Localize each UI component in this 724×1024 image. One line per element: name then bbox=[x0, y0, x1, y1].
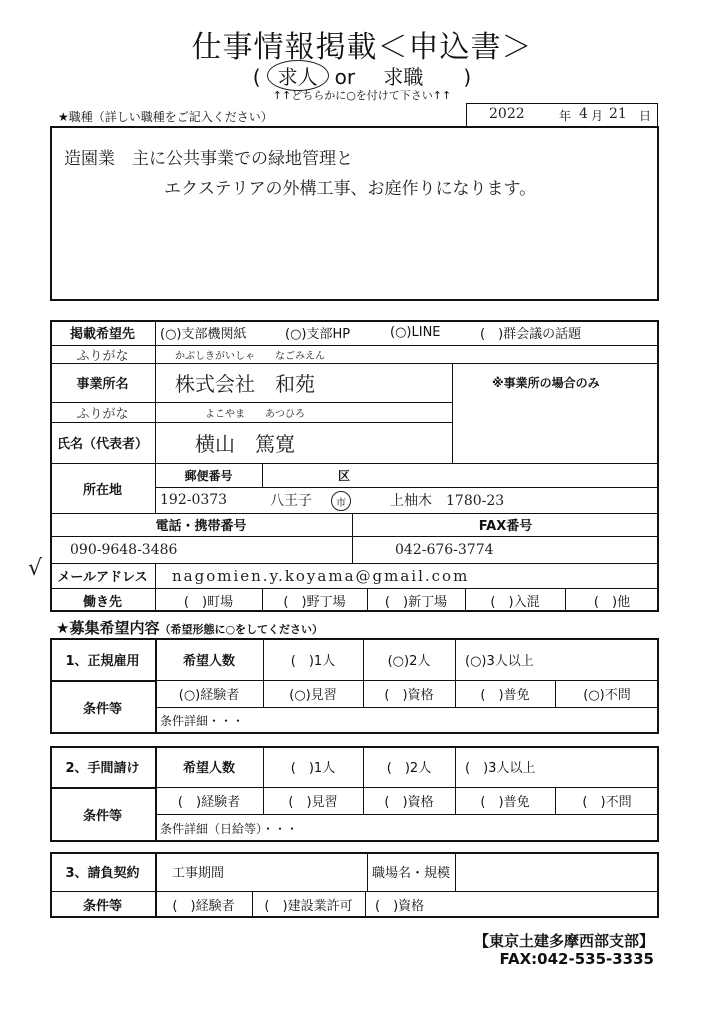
section2-count-label: 希望人数 bbox=[182, 761, 235, 776]
section2-detail[interactable]: 条件詳細（日給等）・・・ bbox=[160, 821, 299, 836]
section3-site-label[interactable]: 職場名・規模 bbox=[371, 866, 450, 881]
listing-option-newsletter[interactable]: (○)支部機関紙 bbox=[160, 327, 247, 342]
business-label: 事業所名 bbox=[76, 377, 129, 392]
rep-furigana[interactable]: よこやま あつひろ bbox=[205, 408, 305, 420]
fax-label: FAX番号 bbox=[478, 519, 533, 534]
section2-count-2[interactable]: ( )2人 bbox=[386, 761, 432, 776]
section1-cond-apprentice[interactable]: (○)見習 bbox=[289, 688, 337, 703]
occupation-box[interactable] bbox=[50, 126, 659, 301]
option-jobseek[interactable]: 求職 bbox=[383, 65, 424, 89]
rep-name-field[interactable]: 横山 篤寛 bbox=[195, 432, 295, 456]
occupation-line1: 造園業 主に公共事業での緑地管理と bbox=[64, 149, 353, 169]
furigana-label-business: ふりがな bbox=[76, 348, 129, 364]
street-field[interactable]: 上柚木 1780-23 bbox=[390, 493, 505, 509]
section3-cond-experienced[interactable]: ( )経験者 bbox=[172, 899, 235, 914]
section3-cond-license[interactable]: ( )資格 bbox=[375, 899, 425, 914]
date-year[interactable]: 2022 bbox=[489, 106, 525, 122]
section2-cond-driver[interactable]: ( )普免 bbox=[480, 795, 530, 810]
phone-field[interactable]: 090-9648-3486 bbox=[70, 541, 178, 558]
email-check-mark: √ bbox=[28, 556, 43, 581]
section1-detail[interactable]: 条件詳細・・・ bbox=[160, 714, 245, 728]
form-title: 仕事情報掲載＜申込書＞ bbox=[191, 30, 533, 65]
rep-label: 氏名（代表者） bbox=[56, 437, 148, 452]
section1-label: 1、正規雇用 bbox=[65, 653, 140, 669]
address-label: 所在地 bbox=[82, 482, 122, 498]
section3-cond-label: 条件等 bbox=[82, 899, 122, 914]
fax-field[interactable]: 042-676-3774 bbox=[395, 541, 494, 558]
city-field[interactable]: 八王子 bbox=[270, 493, 312, 509]
date-day[interactable]: 21 bbox=[609, 106, 627, 122]
postal-label: 郵便番号 bbox=[184, 468, 233, 483]
listing-option-line[interactable]: (○)LINE bbox=[390, 325, 441, 340]
workplace-option-nochoba[interactable]: ( )野丁場 bbox=[283, 594, 346, 610]
section2-cond-apprentice[interactable]: ( )見習 bbox=[288, 795, 338, 810]
section1-count-label: 希望人数 bbox=[182, 653, 235, 669]
postal-field[interactable]: 192-0373 bbox=[160, 492, 228, 508]
day-label: 日 bbox=[639, 109, 652, 123]
listing-option-hp[interactable]: (○)支部HP bbox=[285, 327, 351, 342]
workplace-option-shinchoba[interactable]: ( )新丁場 bbox=[384, 594, 448, 610]
footer-fax: FAX:042-535-3335 bbox=[499, 950, 654, 968]
date-month[interactable]: 4 bbox=[579, 106, 588, 122]
or-word: or bbox=[334, 65, 356, 89]
section1-cond-label: 条件等 bbox=[82, 701, 122, 717]
business-name-field[interactable]: 株式会社 和苑 bbox=[175, 372, 315, 396]
phone-label: 電話・携帯番号 bbox=[155, 519, 247, 534]
section2-label: 2、手間請け bbox=[65, 761, 140, 776]
business-note: ※事業所の場合のみ bbox=[492, 375, 600, 390]
workplace-option-mixed[interactable]: ( )入混 bbox=[490, 594, 540, 610]
section1-count-2[interactable]: (○)2人 bbox=[387, 653, 431, 669]
section2-cond-label: 条件等 bbox=[82, 809, 122, 824]
section1-cond-driver[interactable]: ( )普免 bbox=[480, 688, 530, 703]
workplace-label: 働き先 bbox=[82, 594, 122, 610]
section3-period-label[interactable]: 工事期間 bbox=[172, 866, 225, 881]
section2-cond-any[interactable]: ( )不問 bbox=[582, 795, 632, 810]
workplace-option-other[interactable]: ( )他 bbox=[593, 594, 631, 610]
section3-label: 3、請負契約 bbox=[65, 866, 140, 881]
furigana-label-rep: ふりがな bbox=[76, 406, 129, 422]
section1-cond-any[interactable]: (○)不問 bbox=[583, 688, 631, 703]
email-label: メールアドレス bbox=[57, 570, 148, 585]
section1-count-3plus[interactable]: (○)3人以上 bbox=[465, 653, 534, 669]
ku-label: 区 bbox=[338, 468, 351, 483]
month-label: 月 bbox=[591, 109, 604, 123]
section2-count-1[interactable]: ( )1人 bbox=[290, 761, 336, 776]
section2-cond-license[interactable]: ( )資格 bbox=[384, 795, 434, 810]
section1-cond-license[interactable]: ( )資格 bbox=[384, 688, 434, 703]
section3-cond-permit[interactable]: ( )建設業許可 bbox=[264, 899, 353, 914]
date-box bbox=[466, 103, 658, 127]
workplace-option-town[interactable]: ( )町場 bbox=[183, 594, 234, 610]
section2-cond-experienced[interactable]: ( )経験者 bbox=[177, 795, 241, 810]
city-mark: 市 bbox=[331, 491, 351, 511]
year-label: 年 bbox=[559, 109, 572, 123]
email-field[interactable]: nagomien.y.koyama@gmail.com bbox=[172, 566, 470, 585]
occupation-line2: エクステリアの外構工事、お庭作りになります。 bbox=[164, 179, 537, 199]
section2-count-3plus[interactable]: ( )3人以上 bbox=[465, 761, 536, 776]
recruit-heading: ★募集希望内容（希望形態に○をしてください） bbox=[56, 619, 324, 637]
listing-option-meeting[interactable]: ( )群会議の話題 bbox=[480, 327, 582, 342]
section1-cond-experienced[interactable]: (○)経験者 bbox=[178, 688, 240, 703]
listing-label: 掲載希望先 bbox=[69, 327, 135, 342]
business-furigana[interactable]: かぶしきがいしゃ なごみえん bbox=[175, 350, 325, 362]
section1-count-1[interactable]: ( )1人 bbox=[290, 653, 336, 669]
option-recruit[interactable]: 求人 bbox=[267, 60, 329, 91]
footer-org: 【東京土建多摩西部支部】 bbox=[473, 932, 654, 950]
selection-note: ↑↑どちらかに○を付けて下さい↑↑ bbox=[272, 89, 452, 102]
form-type-selector: ( 求人 or 求職 ) bbox=[0, 60, 724, 91]
occupation-label: ★職種（詳しい職種をご記入ください） bbox=[58, 110, 273, 124]
